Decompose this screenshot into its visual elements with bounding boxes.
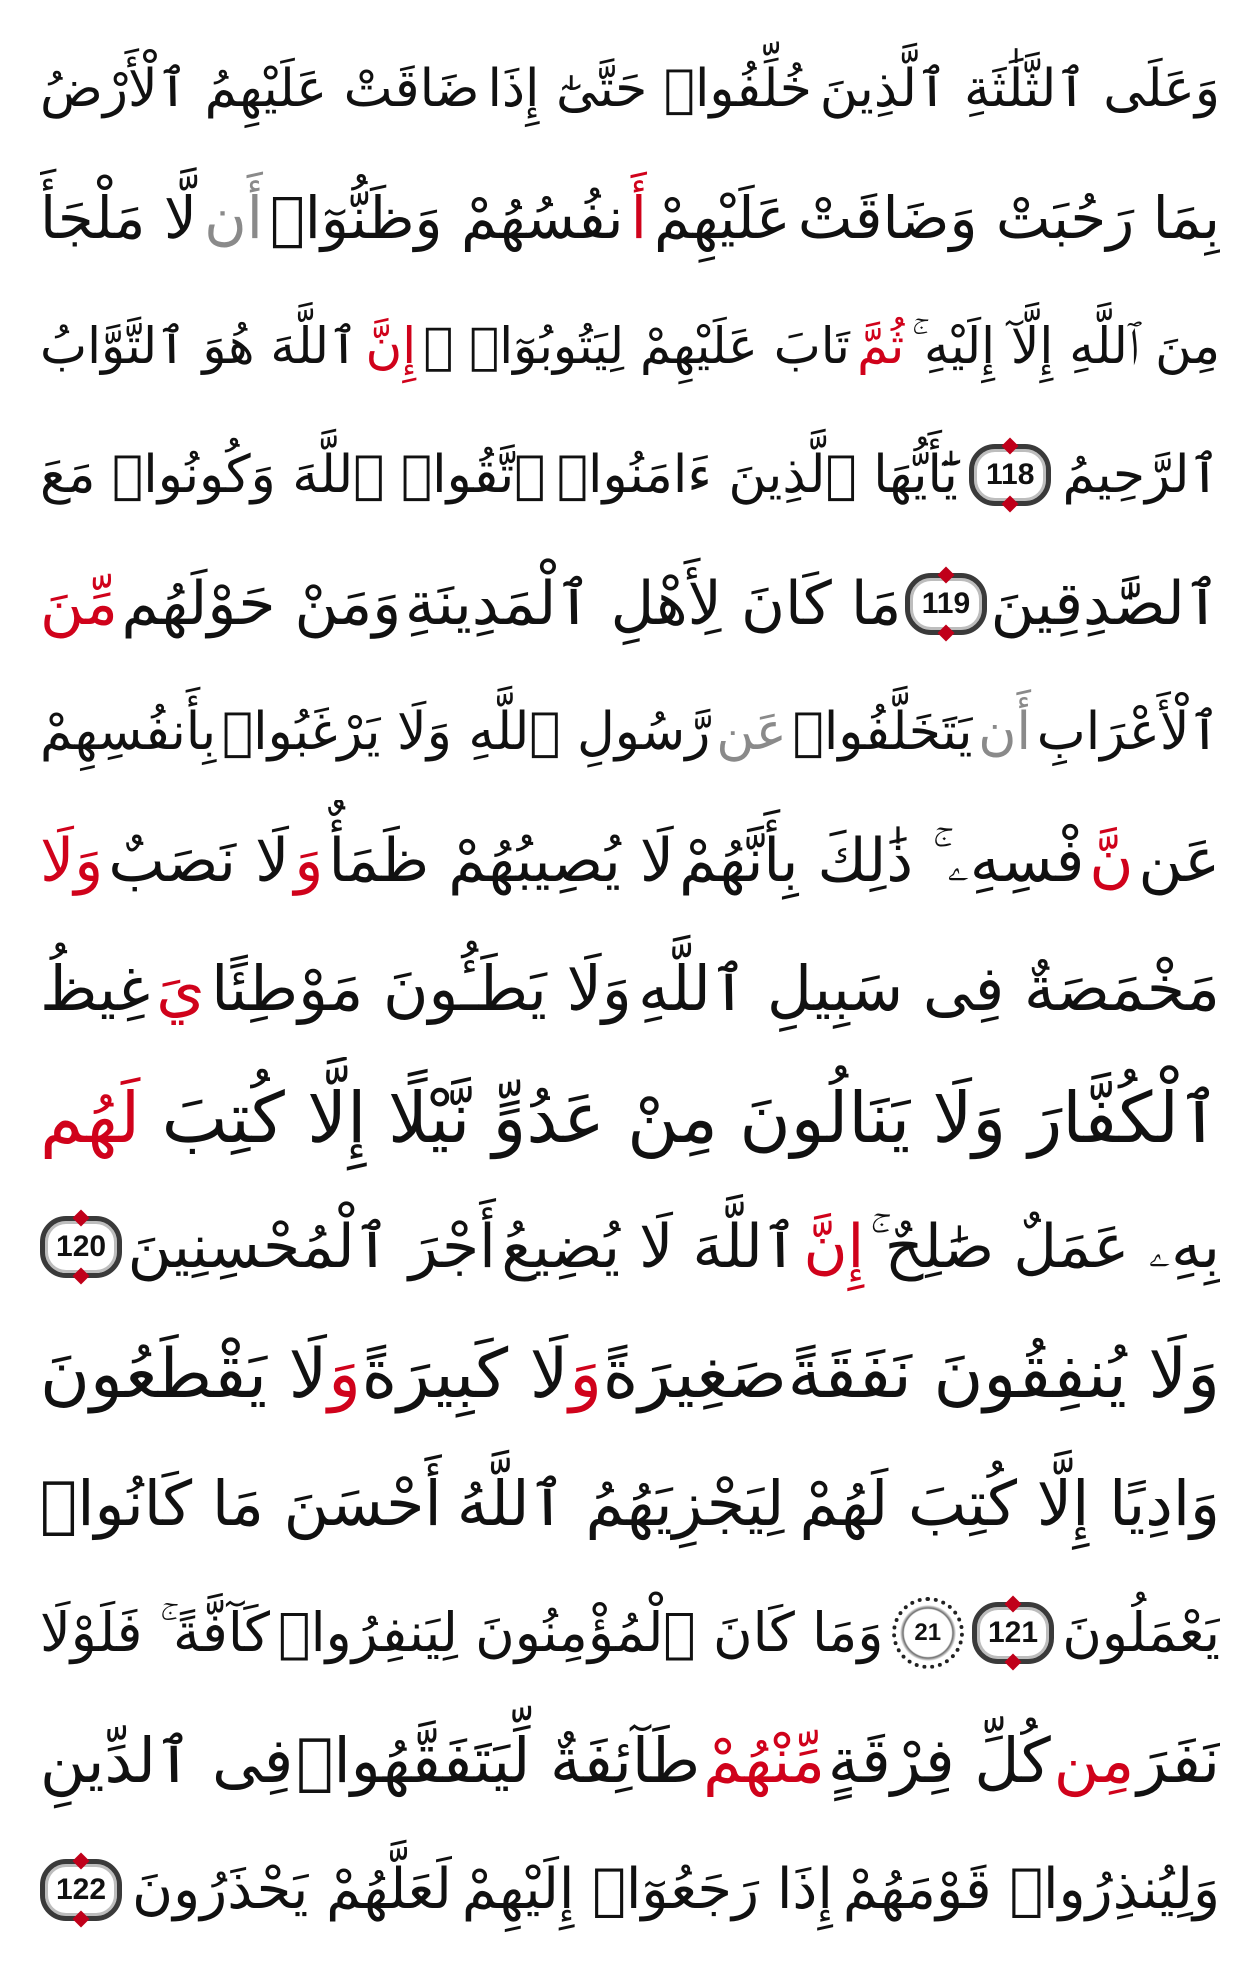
ayah-end-marker	[905, 573, 987, 635]
ayah-number: 120	[56, 1229, 107, 1263]
ayah-number: 122	[55, 1872, 107, 1906]
tajweed-highlight-text: وَ	[569, 1335, 603, 1415]
verse-text: نَفَرَ	[1137, 1724, 1220, 1798]
verse-text: لَا كَبِيرَةً	[361, 1335, 569, 1415]
tajweed-highlight-text: مِّنْهُمْ	[703, 1724, 825, 1798]
verse-line	[40, 1700, 1220, 1822]
verse-text: فْسِهِۦ ۚ ذَٰلِكَ بِأَنَّهُمْ	[679, 825, 1085, 896]
verse-text: بِهِۦ عَمَلٌ صَٰلِحٌ ۚ	[869, 1211, 1220, 1282]
verse-text: لَا يُصِيبُهُمْ ظَمَأٌ	[328, 825, 675, 896]
ayah-number: 119	[921, 586, 971, 620]
verse-lines	[40, 28, 1220, 1951]
verse-text: مِنْ عَدُوٍّ نَّيْلًا	[387, 1077, 718, 1160]
tajweed-highlight-text: أَن	[978, 702, 1031, 763]
tajweed-highlight-text: وَ	[294, 825, 324, 896]
verse-text: لَا يَقْطَعُونَ	[40, 1335, 328, 1415]
juz-marker-icon	[892, 1597, 964, 1669]
tajweed-highlight-text: مِّنَ	[40, 568, 118, 639]
verse-text: وَادِيًا إِلَّا كُتِبَ لَهُمْ	[799, 1467, 1220, 1541]
verse-text: إِذَا رَجَعُوٓا۟ إِلَيْهِمْ	[461, 1856, 833, 1922]
verse-line	[40, 800, 1220, 922]
verse-text: ٱللَّهَ هُوَ ٱلتَّوَّابُ	[40, 317, 359, 376]
verse-text: وَلِيُنذِرُوا۟ قَوْمَهُمْ	[842, 1856, 1220, 1922]
ayah-end-marker	[40, 1216, 122, 1278]
verse-text: فِى ٱلدِّينِ	[40, 1724, 294, 1798]
verse-text: نفُسُهُمْ وَظَنُّوٓا۟	[269, 183, 624, 252]
tajweed-highlight-text: وَلَا	[40, 825, 104, 896]
verse-text: بِمَا رَحُبَتْ وَضَاقَتْ	[797, 183, 1220, 252]
verse-line	[40, 28, 1220, 150]
tajweed-highlight-text: ثُمَّ	[857, 317, 905, 376]
ayah-end-marker	[40, 1859, 122, 1921]
verse-line	[40, 1572, 1220, 1694]
tajweed-highlight-text: لَهُم	[40, 1077, 141, 1160]
verse-line	[40, 1186, 1220, 1308]
verse-text: وَلَا يُنفِقُونَ نَفَقَةً	[787, 1335, 1220, 1415]
juz-number: 21	[914, 1618, 942, 1646]
ayah-end-marker	[969, 444, 1051, 506]
verse-text: أَحْسَنَ مَا كَانُوا۟	[40, 1467, 442, 1541]
verse-line	[40, 1314, 1220, 1436]
tajweed-highlight-text: إِنَّ	[803, 1211, 865, 1282]
verse-text: وَمَا كَانَ ٱلْمُؤْمِنُونَ لِيَنفِرُوا۟	[278, 1600, 884, 1664]
verse-line	[40, 1057, 1220, 1179]
verse-text: وَمَنْ حَوْلَهُم	[121, 568, 402, 639]
ayah-number: 121	[987, 1615, 1039, 1649]
verse-text: كُلِّ فِرْقَةٍ	[827, 1724, 1051, 1798]
verse-text: وَعَلَى ٱلثَّلَٰثَةِ ٱلَّذِينَ	[819, 59, 1220, 119]
verse-text: أَجْرَ ٱلْمُحْسِنِينَ	[127, 1211, 496, 1282]
verse-text: ٱللَّهَ لَا يُضِيعُ	[501, 1211, 798, 1282]
verse-text: تَابَ عَلَيْهِمْ لِيَتُوبُوٓا۟ ۚ	[423, 317, 850, 376]
tajweed-highlight-text: نَّ	[1089, 825, 1134, 896]
verse-text: إِلَّا كُتِبَ	[161, 1077, 367, 1160]
verse-text: طَآئِفَةٌ لِّيَتَفَقَّهُوا۟	[296, 1724, 701, 1798]
verse-text: لَا نَصَبٌ	[108, 825, 290, 896]
verse-text: مَخْمَصَةٌ فِى سَبِيلِ ٱللَّهِ	[638, 952, 1220, 1026]
verse-text: ضَاقَتْ عَلَيْهِمُ ٱلْأَرْضُ	[40, 59, 480, 119]
verse-text: يَعْمَلُونَ	[1062, 1600, 1220, 1664]
verse-text: يَٰٓأَيُّهَا ٱلَّذِينَ ءَامَنُوا۟	[556, 444, 958, 505]
tajweed-highlight-text: أَ	[630, 183, 647, 252]
verse-text: مِنَ ٱللَّهِ إِلَّآ إِلَيْهِ ۚ	[911, 317, 1220, 376]
verse-text: خُلِّفُوا۟ حَتَّىٰٓ إِذَا	[487, 59, 812, 119]
tajweed-highlight-text: أَن	[204, 183, 263, 252]
ayah-number: 118	[986, 457, 1035, 491]
verse-line	[40, 285, 1220, 407]
tajweed-highlight-text: عَن	[716, 702, 787, 763]
verse-line	[40, 1443, 1220, 1565]
verse-text: ٱلْكُفَّارَ وَلَا يَنَالُونَ	[739, 1077, 1220, 1160]
verse-text: عَن	[1138, 825, 1220, 896]
verse-text: وَلَا يَطَـُٔونَ مَوْطِئًا	[211, 952, 632, 1026]
verse-text: بِأَنفُسِهِمْ	[40, 702, 217, 763]
verse-text: ٱتَّقُوا۟ ٱللَّهَ وَكُونُوا۟ مَعَ	[40, 444, 546, 505]
verse-text: غِيظُ	[40, 952, 150, 1026]
verse-text: عَلَيْهِمْ	[654, 183, 791, 252]
tajweed-highlight-text: يَ	[156, 952, 205, 1026]
verse-line	[40, 928, 1220, 1050]
verse-line	[40, 543, 1220, 665]
verse-text: رَّسُولِ ٱللَّهِ وَلَا يَرْغَبُوا۟	[221, 702, 711, 763]
tajweed-highlight-text: وَ	[328, 1335, 361, 1415]
verse-line	[40, 1829, 1220, 1951]
verse-text: لَعَلَّهُمْ يَحْذَرُونَ	[132, 1856, 452, 1922]
ayah-end-marker	[972, 1602, 1054, 1664]
verse-text: لَّا مَلْجَأَ	[40, 183, 197, 252]
tajweed-highlight-text: مِن	[1053, 1724, 1135, 1798]
verse-text: مَا كَانَ لِأَهْلِ ٱلْمَدِينَةِ	[404, 568, 902, 639]
verse-line	[40, 414, 1220, 536]
verse-text: ٱلصَّٰدِقِينَ	[990, 568, 1220, 639]
verse-text: صَغِيرَةً	[602, 1335, 787, 1415]
verse-text: كَآفَّةً ۚ فَلَوْلَا	[40, 1600, 270, 1664]
verse-text: ٱلرَّحِيمُ	[1062, 444, 1220, 505]
verse-line	[40, 671, 1220, 793]
verse-text: لِيَجْزِيَهُمُ ٱللَّهُ	[456, 1467, 785, 1541]
verse-text: يَتَخَلَّفُوا۟	[792, 702, 973, 763]
tajweed-highlight-text: إِنَّ	[365, 317, 417, 376]
verse-text: ٱلْأَعْرَابِ	[1036, 702, 1220, 763]
verse-line	[40, 157, 1220, 279]
